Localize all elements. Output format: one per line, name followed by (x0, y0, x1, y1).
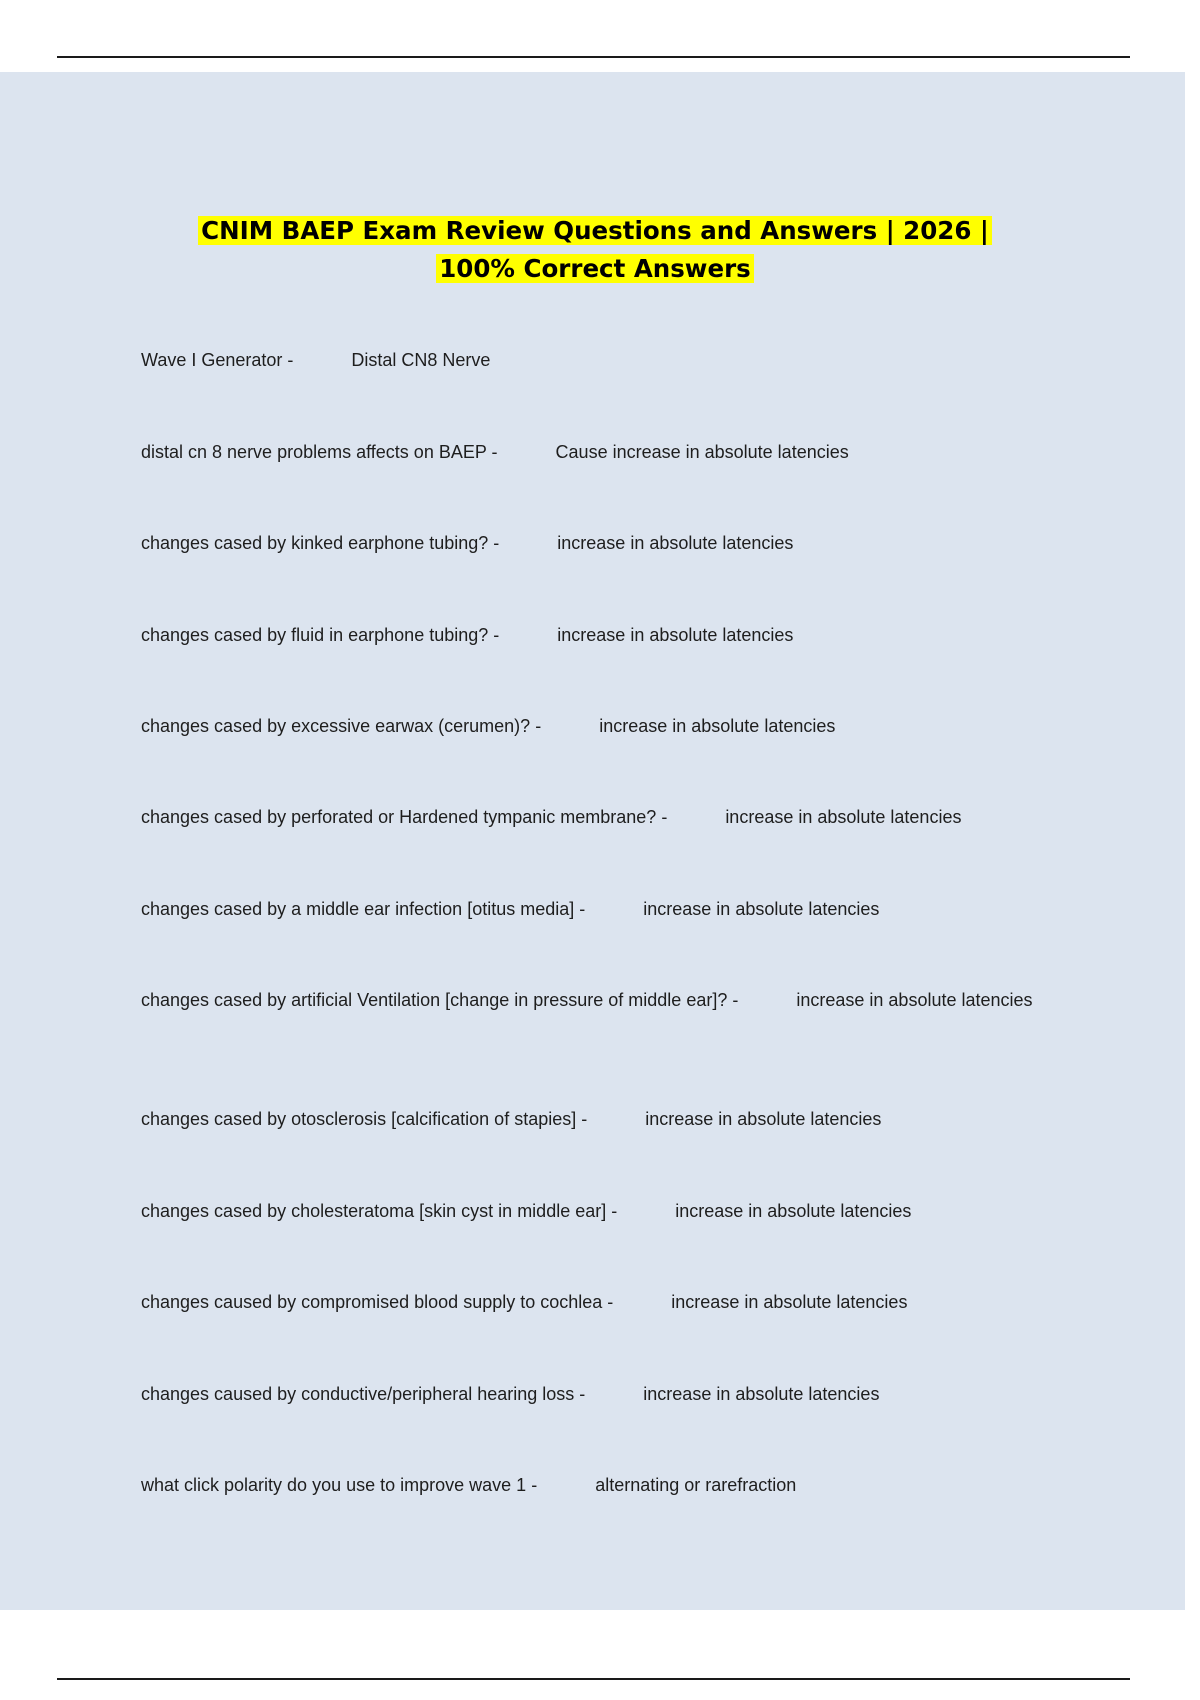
qa-separator: - (491, 442, 498, 462)
question-text: changes cased by kinked earphone tubing? (141, 533, 489, 553)
answer-text: increase in absolute latencies (599, 716, 836, 736)
question-text: changes cased by excessive earwax (cerumen)? (141, 716, 531, 736)
qa-separator: - (493, 625, 500, 645)
question-text: what click polarity do you use to improve wave 1 (141, 1475, 527, 1495)
qa-separator: - (661, 807, 668, 827)
question-text: changes cased by perforated or Hardened tympanic membrane? (141, 807, 657, 827)
qa-item-12 (141, 1380, 1041, 1408)
qa-item-4 (141, 621, 1041, 649)
qa-item-9 (141, 1105, 1041, 1133)
answer-text: increase in absolute latencies (557, 533, 794, 553)
answer-text: increase in absolute latencies (671, 1292, 908, 1312)
qa-item-3 (141, 529, 1041, 557)
answer-text: alternating or rarefraction (595, 1475, 797, 1495)
qa-separator: - (732, 990, 739, 1010)
document-title (130, 212, 1060, 288)
qa-item-7 (141, 895, 1041, 923)
qa-item-2 (141, 438, 1041, 466)
question-text: changes cased by a middle ear infection [otitus media] (141, 899, 575, 919)
question-text: changes cased by fluid in earphone tubing? (141, 625, 489, 645)
answer-text: Cause increase in absolute latencies (555, 442, 849, 462)
answer-text: increase in absolute latencies (675, 1201, 912, 1221)
answer-text: increase in absolute latencies (725, 807, 962, 827)
qa-separator: - (535, 716, 542, 736)
answer-text: increase in absolute latencies (643, 899, 880, 919)
qa-separator: - (607, 1292, 614, 1312)
qa-item-1 (141, 346, 1041, 374)
answer-text: increase in absolute latencies (557, 625, 794, 645)
qa-separator: - (579, 899, 586, 919)
title-line-2: 100% Correct Answers (436, 254, 753, 283)
qa-separator: - (611, 1201, 618, 1221)
question-text: changes cased by otosclerosis [calcification of stapies] (141, 1109, 577, 1129)
question-text: distal cn 8 nerve problems affects on BAEP (141, 442, 487, 462)
qa-item-8 (141, 986, 1041, 1014)
answer-text: increase in absolute latencies (645, 1109, 882, 1129)
question-text: changes caused by conductive/peripheral hearing loss (141, 1384, 575, 1404)
qa-separator: - (531, 1475, 538, 1495)
qa-item-13 (141, 1471, 1041, 1499)
qa-separator: - (493, 533, 500, 553)
question-text: changes cased by cholesteratoma [skin cyst in middle ear] (141, 1201, 607, 1221)
header-rule (57, 56, 1130, 58)
qa-separator: - (287, 350, 294, 370)
qa-item-5 (141, 712, 1041, 740)
title-line-1: CNIM BAEP Exam Review Questions and Answers | 2026 | (198, 216, 992, 245)
qa-item-10 (141, 1197, 1041, 1225)
answer-text: Distal CN8 Nerve (351, 350, 491, 370)
question-text: changes caused by compromised blood supply to cochlea (141, 1292, 603, 1312)
answer-text: increase in absolute latencies (643, 1384, 880, 1404)
qa-separator: - (581, 1109, 588, 1129)
qa-item-6 (141, 803, 1041, 831)
footer-rule (57, 1678, 1130, 1680)
answer-text: increase in absolute latencies (796, 990, 1033, 1010)
question-text: Wave I Generator (141, 350, 283, 370)
qa-item-11 (141, 1288, 1041, 1316)
question-text: changes cased by artificial Ventilation [change in pressure of middle ear]? (141, 990, 728, 1010)
qa-separator: - (579, 1384, 586, 1404)
